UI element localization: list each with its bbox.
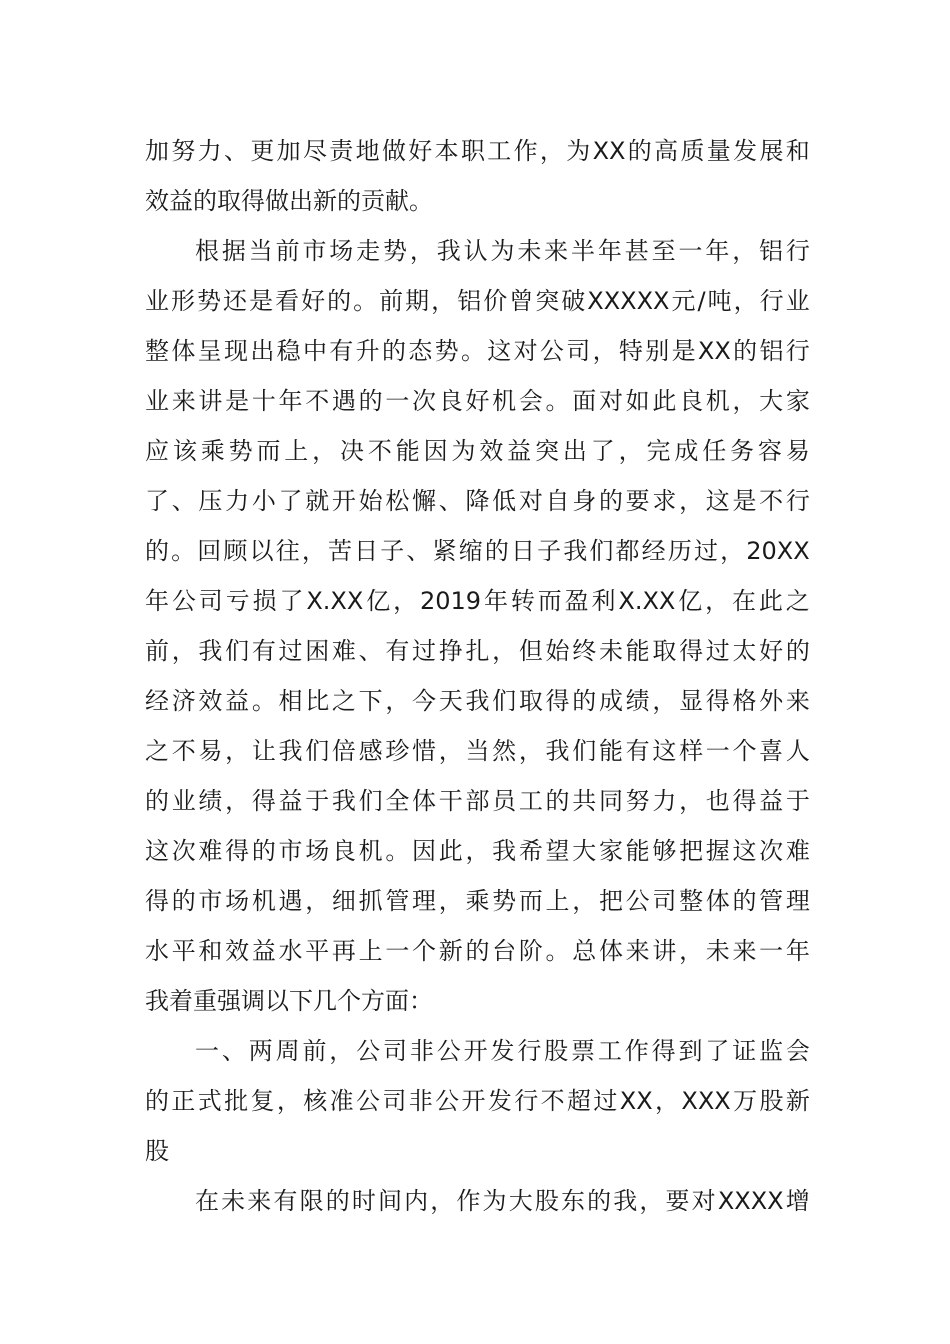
text-line: 加 努 力 、 更 加 尽 责 地 做 好 本 职 工 作 ， 为 XX 的 高 质 量 发 展 和: [145, 137, 810, 165]
body-text: [145, 126, 810, 1226]
text-line: 的 。 回 顾 以 往 ， 苦 日 子 、 紧 缩 的 日 子 我 们 都 经 历 过 ， 20XX: [145, 537, 810, 565]
text-line: 经 济 效 益 。 相 比 之 下 ， 今 天 我 们 取 得 的 成 绩 ， 显 得 格 外 来: [145, 687, 810, 715]
text-line: 股: [145, 1137, 169, 1165]
text-line: 这 次 难 得 的 市 场 良 机 。 因 此 ， 我 希 望 大 家 能 够 把 握 这 次 难: [145, 837, 810, 865]
text-line: 年 公 司 亏 损 了 X.XX 亿 ， 2019 年 转 而 盈 利 X.XX 亿 ， 在 此 之: [145, 587, 810, 615]
text-line: 一 、 两 周 前 ， 公 司 非 公 开 发 行 股 票 工 作 得 到 了 证 监 会: [195, 1037, 810, 1065]
text-line: 根 据 当 前 市 场 走 势 ， 我 认 为 未 来 半 年 甚 至 一 年 ， 铝 行: [195, 237, 810, 265]
text-line: 应 该 乘 势 而 上 ， 决 不 能 因 为 效 益 突 出 了 ， 完 成 任 务 容 易: [145, 437, 810, 465]
text-line: 的 正 式 批 复 ， 核 准 公 司 非 公 开 发 行 不 超 过 XX ， XXX 万 股 新: [145, 1087, 810, 1115]
text-line: 效 益 的 取 得 做 出 新 的 贡 献 。: [145, 187, 433, 215]
text-line: 了 、 压 力 小 了 就 开 始 松 懈 、 降 低 对 自 身 的 要 求 ， 这 是 不 行: [145, 487, 810, 515]
text-line: 我 着 重 强 调 以 下 几 个 方 面 ：: [145, 987, 433, 1015]
text-line: 得 的 市 场 机 遇 ， 细 抓 管 理 ， 乘 势 而 上 ， 把 公 司 整 体 的 管 理: [145, 887, 810, 915]
text-line: 水 平 和 效 益 水 平 再 上 一 个 新 的 台 阶 。 总 体 来 讲 ， 未 来 一 年: [145, 937, 810, 965]
text-line: 业 形 势 还 是 看 好 的 。 前 期 ， 铝 价 曾 突 破 XXXXX 元 / 吨 ， 行 业: [145, 287, 810, 315]
text-line: 业 来 讲 是 十 年 不 遇 的 一 次 良 好 机 会 。 面 对 如 此 良 机 ， 大 家: [145, 387, 810, 415]
text-line: 在 未 来 有 限 的 时 间 内 ， 作 为 大 股 东 的 我 ， 要 对 XXXX 增: [195, 1187, 810, 1215]
text-line: 整 体 呈 现 出 稳 中 有 升 的 态 势 。 这 对 公 司 ， 特 别 是 XX 的 铝 行: [145, 337, 810, 365]
text-line: 前 ， 我 们 有 过 困 难 、 有 过 挣 扎 ， 但 始 终 未 能 取 得 过 太 好 的: [145, 637, 810, 665]
text-line: 之 不 易 ， 让 我 们 倍 感 珍 惜 ， 当 然 ， 我 们 能 有 这 样 一 个 喜 人: [145, 737, 810, 765]
text-line: 的 业 绩 ， 得 益 于 我 们 全 体 干 部 员 工 的 共 同 努 力 ， 也 得 益 于: [145, 787, 810, 815]
